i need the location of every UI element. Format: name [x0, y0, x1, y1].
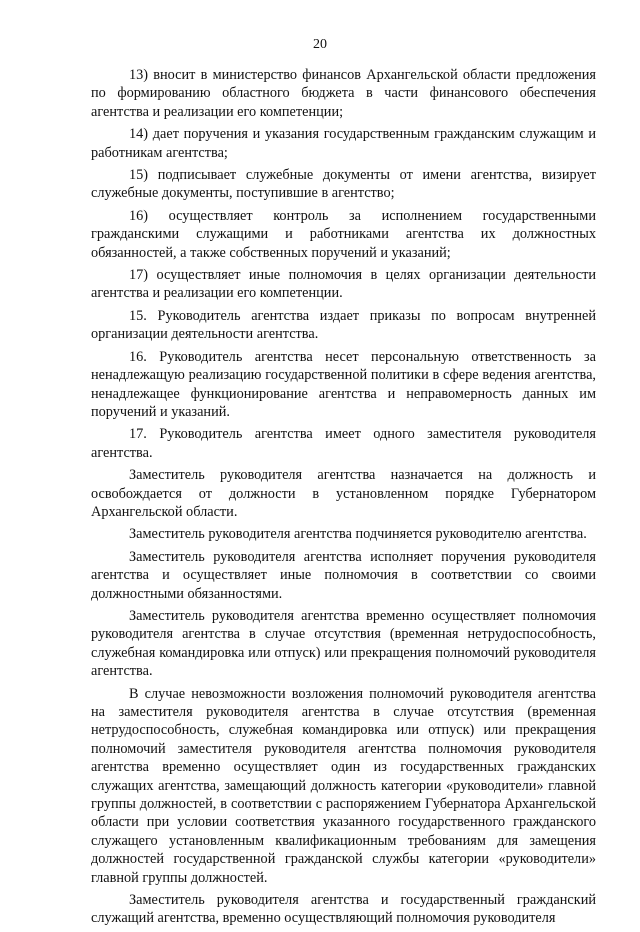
- paragraph-item-13: 13) вносит в министерство финансов Архангельской области предложения по формированию областного бюджета в части финансового обеспечения агентства и реализации его компетенции;: [91, 67, 596, 120]
- paragraph-continued: Заместитель руководителя агентства и государственный гражданский служащий агентства, временно осуществляющий полномочия руководителя: [91, 892, 596, 927]
- paragraph-deputy-subordination: Заместитель руководителя агентства подчиняется руководителю агентства.: [129, 526, 587, 543]
- paragraph-item-15: 15) подписывает служебные документы от имени агентства, визирует служебные документы, поступившие в агентство;: [91, 167, 596, 202]
- paragraph-section-17: 17. Руководитель агентства имеет одного заместителя руководителя агентства.: [91, 426, 596, 461]
- paragraph-acting-substitute: В случае невозможности возложения полномочий руководителя агентства на заместителя руководителя агентства в случае отсутствия (временная нетрудоспособность, служебная командировка или отпуск) или прекращения полномочий заместителя руководителя агентства полномочия руководителя агентства временно осуществляет один из государственных гражданских служащих агентства, замещающий должность категории «руководители» главной группы должностей, в соответствии с распоряжением Губернатора Архангельской области при условии соответствия указанного государственного гражданского служащего установленным квалификационным требованиям для замещения должностей государственной гражданской службы категории «руководители» главной группы должностей.: [91, 685, 596, 886]
- paragraph-item-16: 16) осуществляет контроль за исполнением государственными гражданскими служащими и работниками агентства их должностных обязанностей, а также собственных поручений и указаний;: [91, 207, 596, 261]
- paragraph-section-16: 16. Руководитель агентства несет персональную ответственность за ненадлежащую реализацию государственной политики в сфере ведения агентства, ненадлежащее функционирование агентства и неправомерность данных им поручений и указаний.: [91, 348, 596, 420]
- paragraph-section-15: 15. Руководитель агентства издает приказы по вопросам внутренней организации деятельности агентства.: [91, 307, 596, 343]
- page-number: 20: [313, 37, 327, 52]
- paragraph-item-14: 14) дает поручения и указания государственным гражданским служащим и работникам агентства;: [91, 126, 596, 161]
- paragraph-deputy-appointment: Заместитель руководителя агентства назначается на должность и освобождается от должности в установленном порядке Губернатором Архангельской области.: [91, 467, 596, 520]
- paragraph-deputy-acting: Заместитель руководителя агентства временно осуществляет полномочия руководителя агентства в случае отсутствия (временная нетрудоспособность, служебная командировка или отпуск) или прекращения полномочий руководителя агентства.: [91, 607, 596, 680]
- paragraph-item-17: 17) осуществляет иные полномочия в целях организации деятельности агентства и реализации его компетенции.: [91, 267, 596, 302]
- paragraph-deputy-duties: Заместитель руководителя агентства исполняет поручения руководителя агентства и осуществляет иные полномочия в соответствии со своими должностными обязанностями.: [91, 548, 596, 602]
- document-body: [91, 66, 596, 932]
